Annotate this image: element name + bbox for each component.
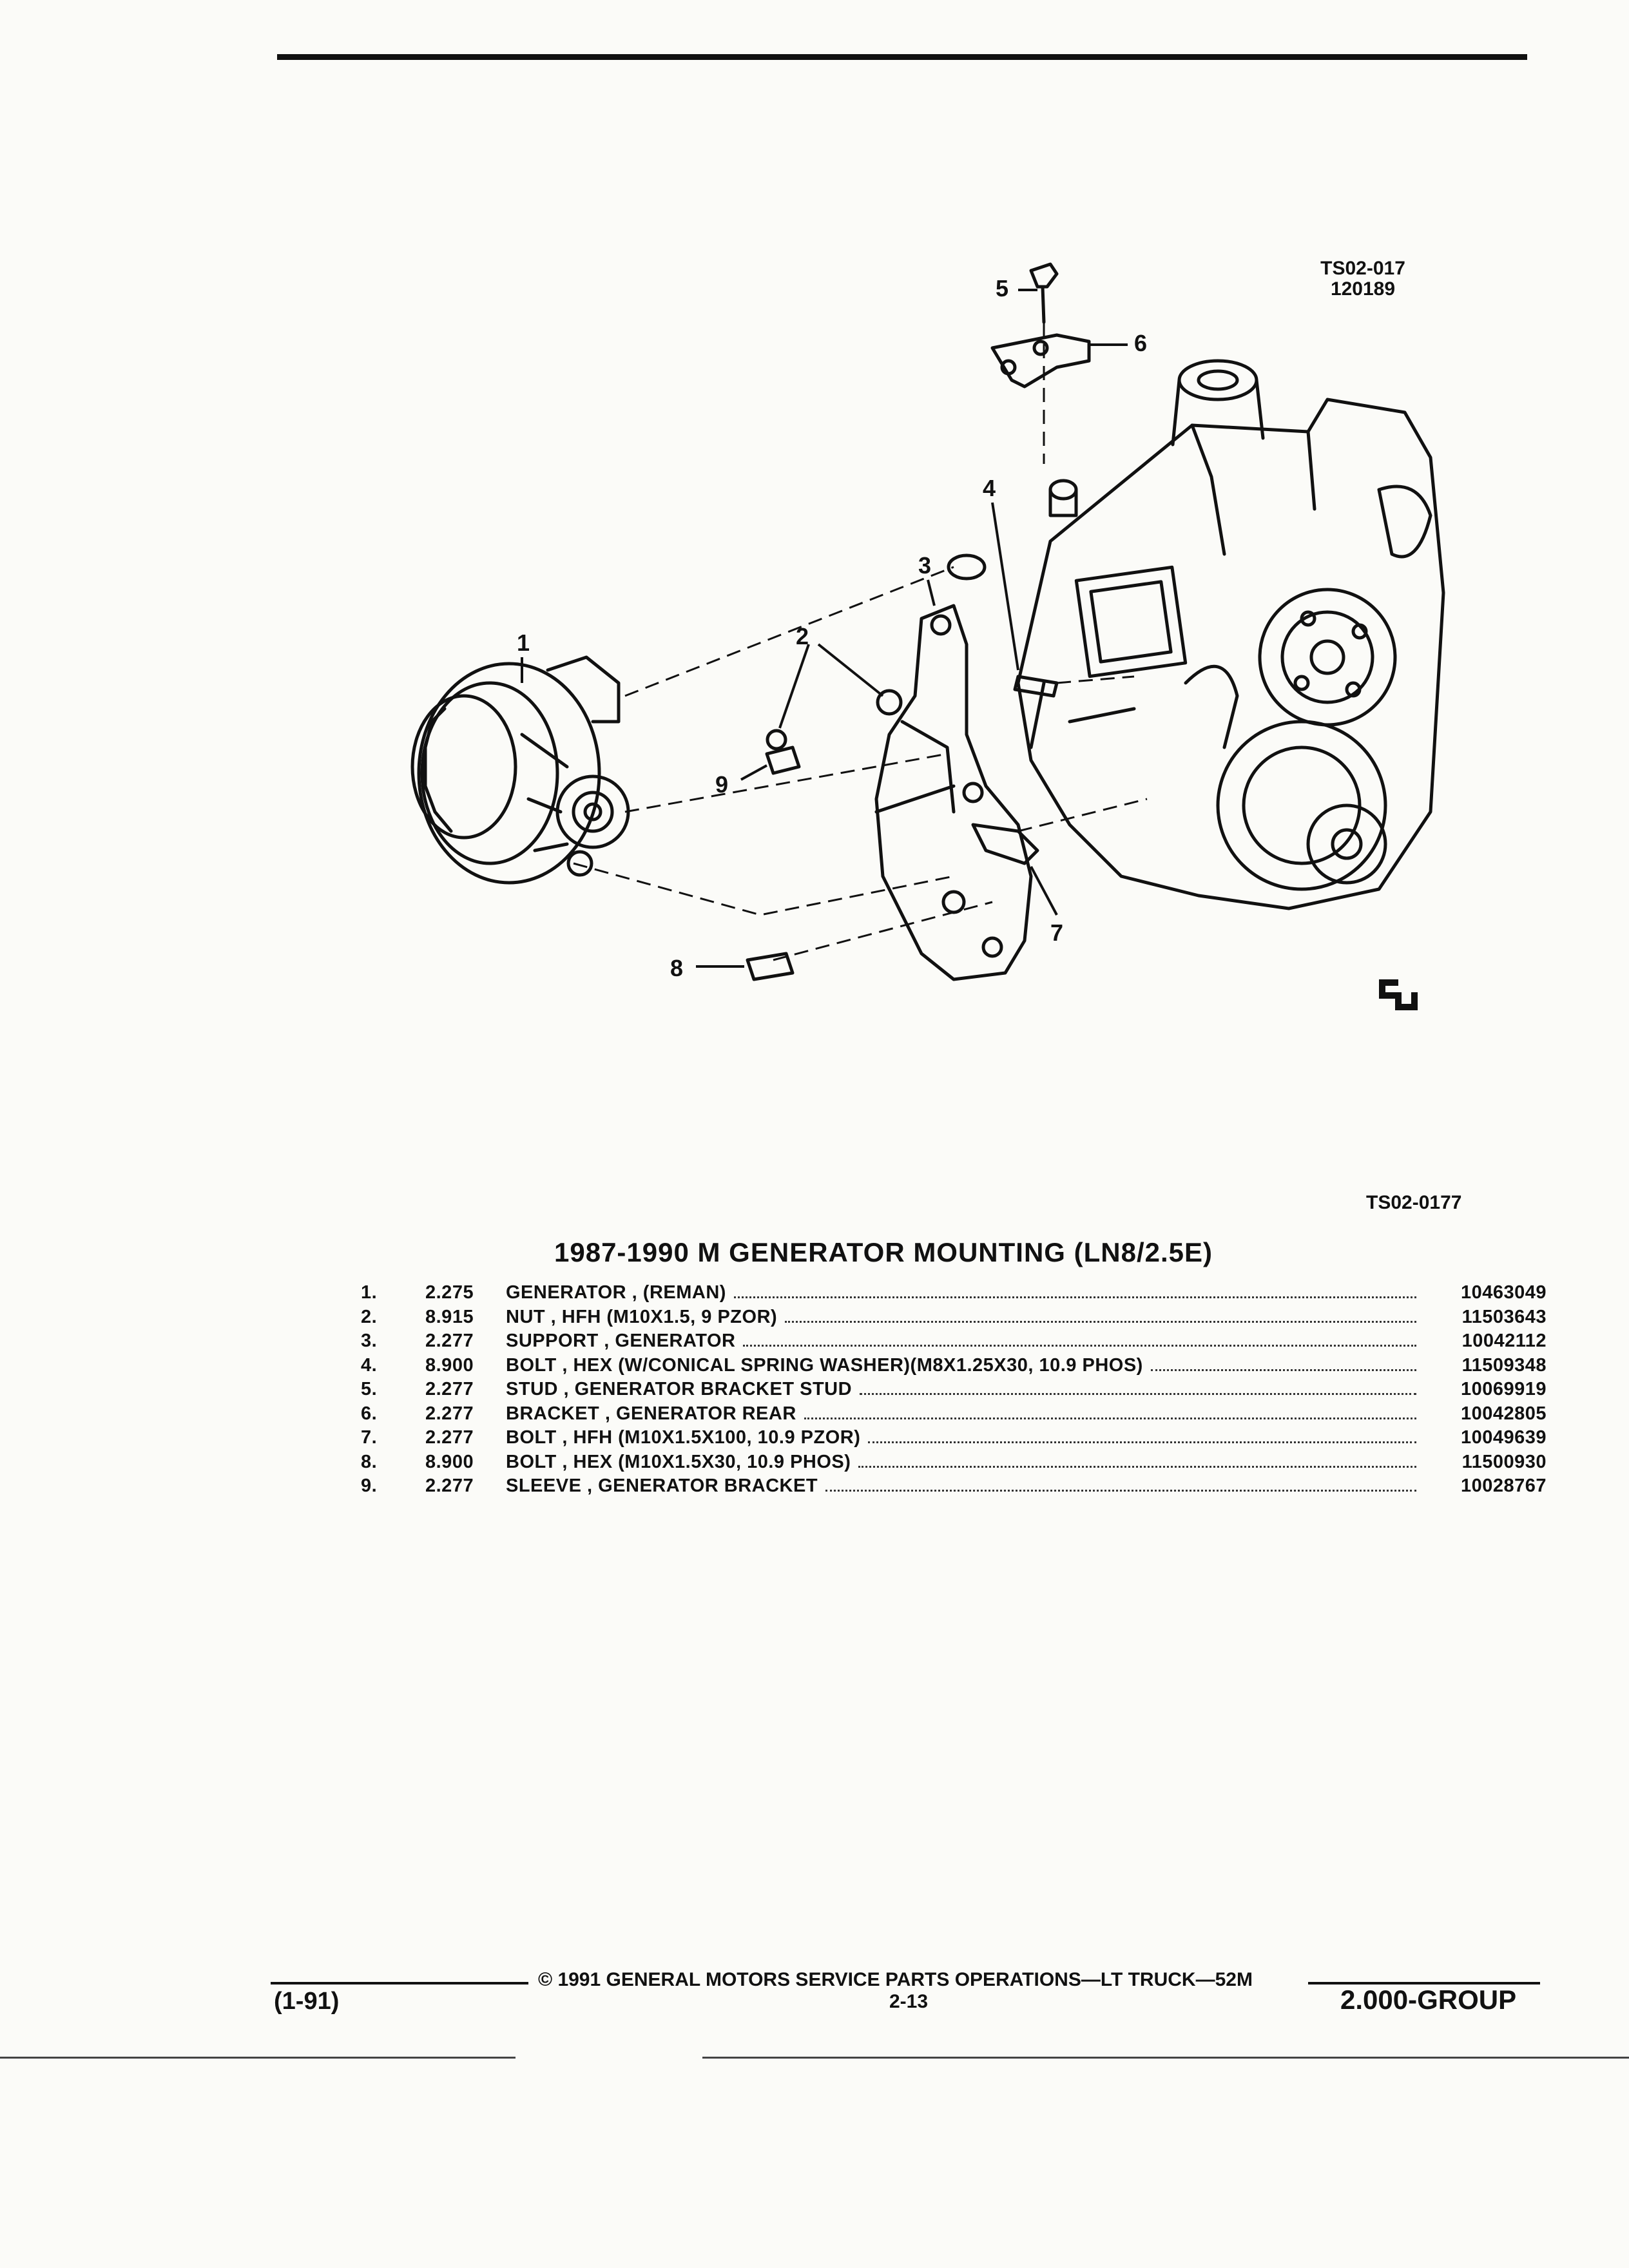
support-bracket bbox=[876, 606, 1031, 979]
part-description: GENERATOR , (REMAN) bbox=[506, 1282, 726, 1303]
engine-block bbox=[1018, 361, 1443, 908]
page-number: 2-13 bbox=[889, 1991, 929, 2012]
dot-leader bbox=[868, 1441, 1416, 1443]
callout-9: 9 bbox=[715, 771, 729, 798]
group-number: 2.277 bbox=[425, 1331, 474, 1351]
group-number: 8.915 bbox=[425, 1306, 474, 1327]
figure-date-code: 120189 bbox=[1330, 278, 1396, 300]
group-number: 8.900 bbox=[425, 1451, 474, 1472]
item-number: 4. bbox=[361, 1354, 378, 1376]
dot-leader bbox=[734, 1296, 1416, 1298]
callout-8: 8 bbox=[670, 955, 684, 981]
group-number: 2.277 bbox=[425, 1427, 474, 1448]
item-number: 2. bbox=[361, 1306, 378, 1327]
part-description: SUPPORT , GENERATOR bbox=[506, 1331, 736, 1351]
callout-1: 1 bbox=[517, 629, 530, 656]
rear-bracket bbox=[992, 335, 1089, 387]
figure-code-bottom: TS02-0177 bbox=[1366, 1192, 1462, 1213]
generator bbox=[412, 657, 628, 883]
group-number: 2.277 bbox=[425, 1475, 474, 1496]
copyright-line: © 1991 GENERAL MOTORS SERVICE PARTS OPERATIONS—LT TRUCK—52M bbox=[538, 1969, 1253, 1990]
parts-row bbox=[361, 1282, 1547, 1305]
part-description: NUT , HFH (M10X1.5, 9 PZOR) bbox=[506, 1306, 778, 1327]
part-number: 11503643 bbox=[1461, 1306, 1547, 1327]
callout-2: 2 bbox=[796, 623, 809, 649]
item-number: 7. bbox=[361, 1427, 378, 1448]
item-number: 8. bbox=[361, 1451, 378, 1472]
footer-rule-left bbox=[271, 1982, 528, 1984]
item-number: 5. bbox=[361, 1379, 378, 1399]
item-number: 3. bbox=[361, 1331, 378, 1351]
page-title: 1987-1990 M GENERATOR MOUNTING (LN8/2.5E) bbox=[554, 1237, 1213, 1267]
group-code: 2.000-GROUP bbox=[1340, 1984, 1517, 2015]
callout-3: 3 bbox=[918, 552, 932, 579]
part-number: 10028767 bbox=[1460, 1475, 1547, 1496]
parts-row bbox=[361, 1355, 1547, 1378]
part-description: BOLT , HEX (W/CONICAL SPRING WASHER)(M8X1.25X30, 10.9 PHOS) bbox=[506, 1354, 1143, 1376]
dot-leader bbox=[860, 1392, 1416, 1395]
parts-row bbox=[361, 1379, 1547, 1401]
dot-leader bbox=[743, 1344, 1416, 1347]
part-number: 10042112 bbox=[1461, 1331, 1547, 1351]
group-number: 2.277 bbox=[425, 1379, 474, 1399]
callout-6: 6 bbox=[1134, 330, 1148, 356]
washer bbox=[767, 731, 786, 749]
part-number: 11509348 bbox=[1461, 1354, 1547, 1376]
bottom-rule-right bbox=[702, 2057, 1629, 2059]
grommet bbox=[949, 555, 985, 579]
item-number: 9. bbox=[361, 1475, 378, 1496]
part-description: STUD , GENERATOR BRACKET STUD bbox=[506, 1379, 853, 1399]
part-description: BOLT , HEX (M10X1.5X30, 10.9 PHOS) bbox=[506, 1451, 851, 1472]
item-number: 1. bbox=[361, 1282, 378, 1303]
part-description: BOLT , HFH (M10X1.5X100, 10.9 PZOR) bbox=[506, 1427, 861, 1448]
parts-row bbox=[361, 1403, 1547, 1426]
parts-row bbox=[361, 1331, 1547, 1353]
callout-5: 5 bbox=[996, 275, 1009, 302]
callout-4: 4 bbox=[983, 475, 996, 501]
sleeve bbox=[767, 747, 799, 773]
dot-leader bbox=[858, 1465, 1416, 1468]
stud bbox=[1031, 264, 1057, 322]
date-code: (1-91) bbox=[274, 1988, 340, 2015]
parts-row bbox=[361, 1307, 1547, 1329]
bottom-rule bbox=[0, 2057, 516, 2059]
part-number: 11500930 bbox=[1461, 1451, 1547, 1472]
parts-row bbox=[361, 1427, 1547, 1450]
dot-leader bbox=[785, 1320, 1416, 1323]
cu-logo-icon bbox=[1379, 979, 1418, 1010]
group-number: 8.900 bbox=[425, 1354, 474, 1376]
parts-row bbox=[361, 1452, 1547, 1474]
part-description: SLEEVE , GENERATOR BRACKET bbox=[506, 1475, 818, 1496]
dot-leader bbox=[804, 1417, 1416, 1419]
part-number: 10463049 bbox=[1460, 1282, 1547, 1303]
part-number: 10069919 bbox=[1460, 1379, 1547, 1399]
dot-leader bbox=[825, 1489, 1416, 1492]
figure-code: TS02-017 bbox=[1320, 258, 1405, 279]
part-number: 10042805 bbox=[1460, 1403, 1547, 1424]
dot-leader bbox=[1151, 1369, 1416, 1371]
parts-row bbox=[361, 1475, 1547, 1498]
exploded-view-illustration bbox=[374, 232, 1469, 1037]
group-number: 2.275 bbox=[425, 1282, 474, 1303]
top-rule bbox=[277, 54, 1527, 60]
part-description: BRACKET , GENERATOR REAR bbox=[506, 1403, 796, 1424]
group-number: 2.277 bbox=[425, 1403, 474, 1424]
callout-7: 7 bbox=[1050, 919, 1064, 946]
part-number: 10049639 bbox=[1460, 1427, 1547, 1448]
item-number: 6. bbox=[361, 1403, 378, 1424]
